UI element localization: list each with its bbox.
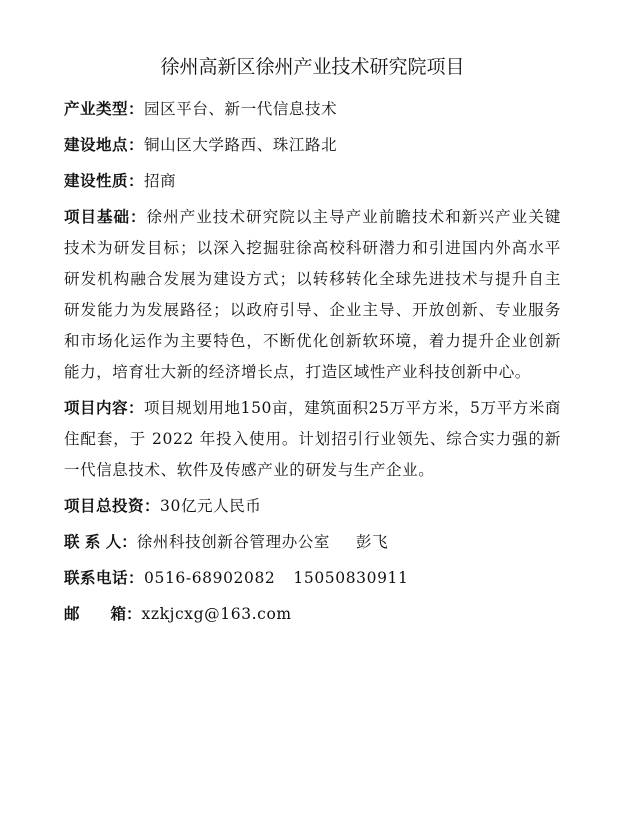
basis-value: 徐州产业技术研究院以主导产业前瞻技术和新兴产业关键技术为研发目标；以深入挖掘驻徐高校科研潜力和引进国内外高水平研发机构融合发展为建设方式；以转移转化全球先进技术与提升自主研发能力为发展路径；以政府引导、企业主导、开放创新、专业服务和市场化运作为主要特色，不断优化创新软环境，着力提升企业创新能力，培育壮大新的经济增长点，打造区域性产业科技创新中心。 <box>64 208 561 381</box>
field-investment <box>64 491 561 522</box>
phone-number-1: 0516-68902082 <box>144 569 276 587</box>
field-phone <box>64 563 561 594</box>
investment-label: 项目总投资： <box>64 497 161 515</box>
contact-label: 联 系 人： <box>64 533 137 551</box>
field-industry-type <box>64 94 561 125</box>
nature-value: 招商 <box>144 172 177 190</box>
phone-number-2: 15050830911 <box>293 569 409 587</box>
location-label: 建设地点： <box>64 136 145 154</box>
phone-label: 联系电话： <box>64 569 145 587</box>
basis-label: 项目基础： <box>64 208 147 226</box>
field-nature <box>64 166 561 197</box>
field-contact <box>64 527 561 558</box>
location-value: 铜山区大学路西、珠江路北 <box>144 136 338 154</box>
content-value: 项目规划用地150亩，建筑面积25万平方米，5万平方米商住配套，于 2022 年投入使用。计划招引行业领先、综合实力强的新一代信息技术、软件及传感产业的研发与生产企业。 <box>64 399 561 479</box>
contact-organization: 徐州科技创新谷管理办公室 <box>136 533 330 551</box>
field-email <box>64 599 561 630</box>
industry-type-label: 产业类型： <box>64 100 145 118</box>
field-basis <box>64 202 561 388</box>
content-label: 项目内容： <box>64 399 145 417</box>
email-label: 邮 箱： <box>64 605 142 623</box>
contact-person: 彭飞 <box>356 533 389 551</box>
email-value: xzkjcxg@163.com <box>141 605 292 623</box>
document-title: 徐州高新区徐州产业技术研究院项目 <box>160 56 465 78</box>
investment-value: 30亿元人民币 <box>160 497 262 515</box>
field-content <box>64 393 561 486</box>
nature-label: 建设性质： <box>64 172 145 190</box>
field-location <box>64 130 561 161</box>
industry-type-value: 园区平台、新一代信息技术 <box>144 100 338 118</box>
